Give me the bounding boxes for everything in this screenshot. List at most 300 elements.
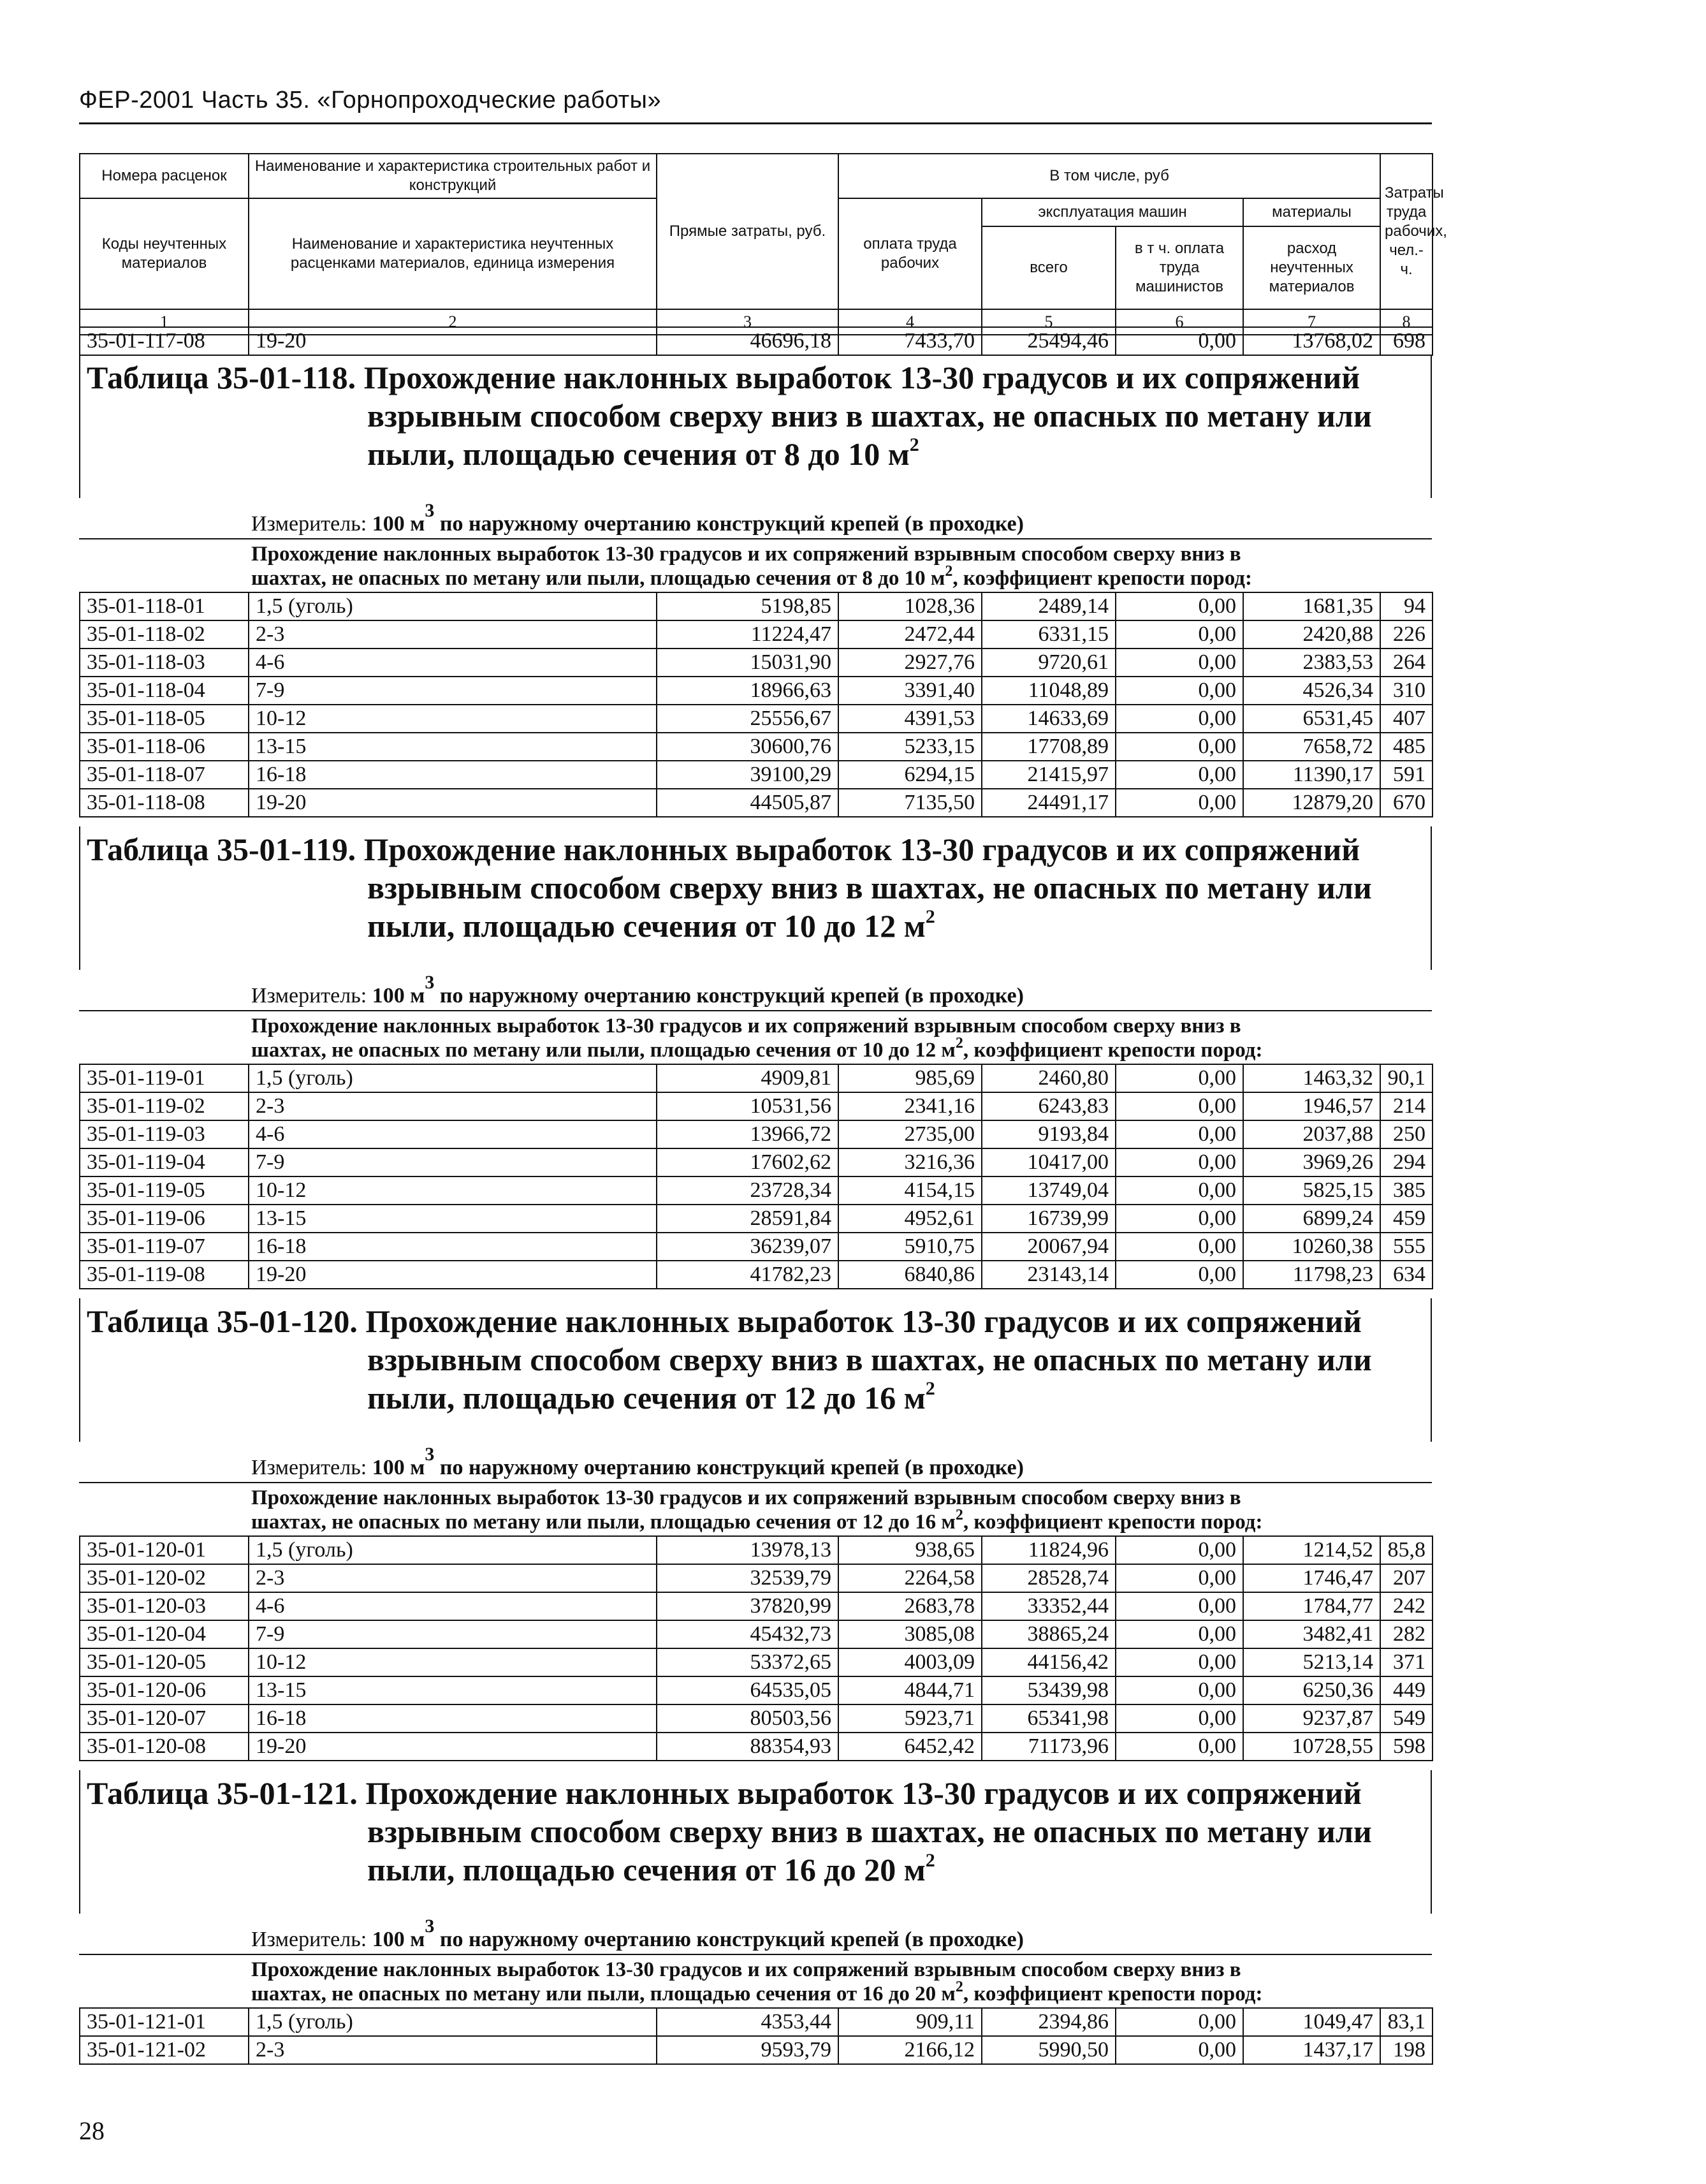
worker-hours: 407 (1380, 705, 1433, 733)
table-title-line-2: взрывным способом сверху вниз в шахтах, не опасных по метану или (367, 398, 1372, 434)
table-title-line-1: Прохождение наклонных выработок 13-30 градусов и их сопряжений (363, 360, 1360, 395)
rate-name: 19-20 (249, 1733, 657, 1761)
header-worker-hours: Затраты труда рабочих, чел.-ч. (1380, 154, 1433, 309)
table-title-line-3 (367, 1851, 1706, 1889)
labor-pay: 1028,36 (838, 592, 982, 620)
col-index-4: 4 (838, 309, 982, 335)
work-description-line-2-text: шахтах, не опасных по метану или пыли, площадью сечения от 16 до 20 м (251, 1982, 956, 2005)
table-row (80, 1064, 1433, 1092)
materials: 5213,14 (1243, 1648, 1380, 1676)
materials: 10728,55 (1243, 1733, 1380, 1761)
work-description (79, 538, 1432, 592)
work-description-line-1: Прохождение наклонных выработок 13-30 градусов и их сопряжений взрывным способом сверху вниз в (251, 1958, 1241, 1981)
unit-description: по наружному очертанию конструкций крепей (в проходке) (434, 1928, 1024, 1951)
machine-operators-pay: 0,00 (1116, 789, 1243, 817)
labor-pay: 3391,40 (838, 677, 982, 705)
labor-pay: 2683,78 (838, 1592, 982, 1620)
worker-hours: 459 (1380, 1205, 1433, 1233)
machine-operators-pay: 0,00 (1116, 677, 1243, 705)
materials: 4526,34 (1243, 677, 1380, 705)
materials: 2383,53 (1243, 649, 1380, 677)
machine-operators-pay: 0,00 (1116, 1261, 1243, 1289)
superscript: 3 (425, 972, 435, 993)
machines-total: 28528,74 (982, 1564, 1116, 1592)
direct-costs: 41782,23 (657, 1261, 838, 1289)
superscript: 3 (425, 500, 435, 521)
superscript: 2 (909, 434, 919, 455)
direct-costs: 53372,65 (657, 1648, 838, 1676)
machine-operators-pay: 0,00 (1116, 1176, 1243, 1205)
work-description-line-2 (251, 1035, 1263, 1062)
table-title-line-3 (367, 435, 1706, 473)
table-heading-block (79, 826, 1432, 970)
labor-pay: 909,11 (838, 2008, 982, 2036)
superscript: 3 (425, 1444, 435, 1465)
worker-hours: 282 (1380, 1620, 1433, 1648)
labor-pay: 6452,42 (838, 1733, 982, 1761)
rate-code: 35-01-119-04 (80, 1148, 249, 1176)
worker-hours: 207 (1380, 1564, 1433, 1592)
labor-pay: 3216,36 (838, 1148, 982, 1176)
work-description (79, 1010, 1432, 1064)
table-title (87, 358, 1425, 397)
table-title (87, 1302, 1425, 1340)
rate-name: 1,5 (уголь) (249, 1064, 657, 1092)
machine-operators-pay: 0,00 (1116, 1148, 1243, 1176)
direct-costs: 13966,72 (657, 1120, 838, 1148)
materials: 13768,02 (1243, 327, 1380, 355)
header-machine-operation: эксплуатация машин (982, 198, 1243, 226)
materials: 5825,15 (1243, 1176, 1380, 1205)
direct-costs: 13978,13 (657, 1536, 838, 1564)
unit-value: 100 м (372, 984, 425, 1008)
superscript: 2 (925, 1850, 935, 1871)
machine-operators-pay: 0,00 (1116, 327, 1243, 355)
rate-code: 35-01-118-05 (80, 705, 249, 733)
materials: 3482,41 (1243, 1620, 1380, 1648)
work-description-line-2-end: , коэффициент крепости пород: (963, 1039, 1263, 1062)
superscript: 2 (925, 1378, 935, 1399)
materials: 2420,88 (1243, 620, 1380, 649)
work-description-line-2-end: , коэффициент крепости пород: (963, 1511, 1263, 1534)
machines-total: 9720,61 (982, 649, 1116, 677)
machines-total: 38865,24 (982, 1620, 1116, 1648)
table-row (80, 677, 1433, 705)
table-title-line-1: Прохождение наклонных выработок 13-30 градусов и их сопряжений (365, 1303, 1362, 1339)
labor-pay: 4844,71 (838, 1676, 982, 1704)
table-heading-block (79, 1298, 1432, 1442)
rate-name: 16-18 (249, 1233, 657, 1261)
superscript: 2 (925, 906, 935, 927)
machines-total: 20067,94 (982, 1233, 1116, 1261)
direct-costs: 4909,81 (657, 1064, 838, 1092)
header-labor-pay: оплата труда рабочих (838, 198, 982, 309)
rate-name: 19-20 (249, 1261, 657, 1289)
labor-pay: 6840,86 (838, 1261, 982, 1289)
machines-total: 25494,46 (982, 327, 1116, 355)
worker-hours: 90,1 (1380, 1064, 1433, 1092)
table-row (80, 1148, 1433, 1176)
col-index-2: 2 (249, 309, 657, 335)
labor-pay: 4952,61 (838, 1205, 982, 1233)
direct-costs: 64535,05 (657, 1676, 838, 1704)
table-number: Таблица 35-01-121. (87, 1775, 358, 1811)
materials: 1946,57 (1243, 1092, 1380, 1120)
table-title-line-3 (367, 1379, 1706, 1417)
direct-costs: 25556,67 (657, 705, 838, 733)
direct-costs: 45432,73 (657, 1620, 838, 1648)
machine-operators-pay: 0,00 (1116, 1620, 1243, 1648)
col-index-5: 5 (982, 309, 1116, 335)
direct-costs: 18966,63 (657, 677, 838, 705)
machines-total: 16739,99 (982, 1205, 1116, 1233)
worker-hours: 310 (1380, 677, 1433, 705)
table-row (80, 789, 1433, 817)
machine-operators-pay: 0,00 (1116, 733, 1243, 761)
labor-pay: 2166,12 (838, 2036, 982, 2064)
work-description-line-2-end: , коэффициент крепости пород: (963, 1982, 1263, 2005)
direct-costs: 17602,62 (657, 1148, 838, 1176)
table-row (80, 1648, 1433, 1676)
direct-costs: 11224,47 (657, 620, 838, 649)
labor-pay: 5910,75 (838, 1233, 982, 1261)
table-number: Таблица 35-01-118. (87, 360, 356, 395)
work-description-line-1: Прохождение наклонных выработок 13-30 градусов и их сопряжений взрывным способом сверху вниз в (251, 1015, 1241, 1037)
materials: 6531,45 (1243, 705, 1380, 733)
rate-name: 7-9 (249, 1148, 657, 1176)
machine-operators-pay: 0,00 (1116, 1733, 1243, 1761)
rate-name: 7-9 (249, 1620, 657, 1648)
labor-pay: 4003,09 (838, 1648, 982, 1676)
table-title-line-1: Прохождение наклонных выработок 13-30 градусов и их сопряжений (365, 1775, 1362, 1811)
table-row (80, 1261, 1433, 1289)
unit-label: Измеритель: (251, 984, 372, 1008)
unit-of-measure (251, 1444, 1024, 1481)
labor-pay: 2735,00 (838, 1120, 982, 1148)
labor-pay: 938,65 (838, 1536, 982, 1564)
machine-operators-pay: 0,00 (1116, 1205, 1243, 1233)
rate-name: 10-12 (249, 1648, 657, 1676)
labor-pay: 7433,70 (838, 327, 982, 355)
page-number: 28 (79, 2116, 105, 2145)
rate-name: 10-12 (249, 705, 657, 733)
header-including: В том числе, руб (838, 154, 1380, 198)
work-description (79, 1482, 1432, 1535)
materials: 1049,47 (1243, 2008, 1380, 2036)
direct-costs: 30600,76 (657, 733, 838, 761)
worker-hours: 634 (1380, 1261, 1433, 1289)
worker-hours: 83,1 (1380, 2008, 1433, 2036)
worker-hours: 250 (1380, 1120, 1433, 1148)
machine-operators-pay: 0,00 (1116, 1120, 1243, 1148)
rate-name: 7-9 (249, 677, 657, 705)
rate-code: 35-01-117-08 (80, 327, 249, 355)
header-rule (79, 122, 1432, 124)
rate-code: 35-01-120-08 (80, 1733, 249, 1761)
materials: 11798,23 (1243, 1261, 1380, 1289)
worker-hours: 485 (1380, 733, 1433, 761)
work-description-line-1: Прохождение наклонных выработок 13-30 градусов и их сопряжений взрывным способом сверху вниз в (251, 1486, 1241, 1509)
rate-code: 35-01-121-01 (80, 2008, 249, 2036)
table-row (80, 1592, 1433, 1620)
continued-row-table (79, 326, 1433, 356)
table-row (80, 1092, 1433, 1120)
labor-pay: 2264,58 (838, 1564, 982, 1592)
machines-total: 11048,89 (982, 677, 1116, 705)
unit-value: 100 м (372, 1928, 425, 1951)
machines-total: 11824,96 (982, 1536, 1116, 1564)
col-index-3: 3 (657, 309, 838, 335)
rate-code: 35-01-118-01 (80, 592, 249, 620)
machines-total: 24491,17 (982, 789, 1116, 817)
machine-operators-pay: 0,00 (1116, 1592, 1243, 1620)
header-material-codes: Коды неучтенных материалов (80, 198, 249, 309)
table-row (80, 1564, 1433, 1592)
rate-name: 13-15 (249, 1205, 657, 1233)
table-row (80, 1536, 1433, 1564)
rate-code: 35-01-120-01 (80, 1536, 249, 1564)
superscript: 2 (955, 1507, 963, 1523)
materials: 6899,24 (1243, 1205, 1380, 1233)
table-row (80, 761, 1433, 789)
machine-operators-pay: 0,00 (1116, 1704, 1243, 1733)
labor-pay: 2927,76 (838, 649, 982, 677)
machine-operators-pay: 0,00 (1116, 761, 1243, 789)
rate-code: 35-01-119-02 (80, 1092, 249, 1120)
machines-total: 5990,50 (982, 2036, 1116, 2064)
work-description-line-2 (251, 563, 1252, 590)
machine-operators-pay: 0,00 (1116, 705, 1243, 733)
table-number: Таблица 35-01-119. (87, 832, 356, 867)
table-row (80, 1620, 1433, 1648)
machine-operators-pay: 0,00 (1116, 1676, 1243, 1704)
rate-name: 1,5 (уголь) (249, 1536, 657, 1564)
materials: 1784,77 (1243, 1592, 1380, 1620)
machines-total: 17708,89 (982, 733, 1116, 761)
worker-hours: 198 (1380, 2036, 1433, 2064)
header-machine-operators-pay: в т ч. оплата труда машинистов (1116, 226, 1243, 309)
work-description-line-2-text: шахтах, не опасных по метану или пыли, площадью сечения от 8 до 10 м (251, 567, 945, 590)
rate-code: 35-01-120-07 (80, 1704, 249, 1733)
worker-hours: 385 (1380, 1176, 1433, 1205)
unit-of-measure (251, 1916, 1024, 1953)
rate-code: 35-01-119-01 (80, 1064, 249, 1092)
rate-code: 35-01-118-08 (80, 789, 249, 817)
unit-value: 100 м (372, 512, 425, 536)
machines-total: 2460,80 (982, 1064, 1116, 1092)
labor-pay: 5233,15 (838, 733, 982, 761)
table-row (80, 327, 1433, 355)
table-title-line-3-text: пыли, площадью сечения от 10 до 12 м (367, 908, 926, 944)
materials: 7658,72 (1243, 733, 1380, 761)
header-machines-total: всего (982, 226, 1116, 309)
rate-code: 35-01-118-02 (80, 620, 249, 649)
work-description-line-2 (251, 1507, 1263, 1534)
table-title-line-1: Прохождение наклонных выработок 13-30 градусов и их сопряжений (363, 832, 1360, 867)
rate-name: 16-18 (249, 1704, 657, 1733)
direct-costs: 36239,07 (657, 1233, 838, 1261)
direct-costs: 5198,85 (657, 592, 838, 620)
work-description-line-2-text: шахтах, не опасных по метану или пыли, площадью сечения от 10 до 12 м (251, 1039, 956, 1062)
table-title-line-3-text: пыли, площадью сечения от 12 до 16 м (367, 1380, 926, 1416)
col-index-7: 7 (1243, 309, 1380, 335)
rate-name: 4-6 (249, 1592, 657, 1620)
header-rate-number: Номера расценок (80, 154, 249, 198)
direct-costs: 10531,56 (657, 1092, 838, 1120)
direct-costs: 39100,29 (657, 761, 838, 789)
unit-label: Измеритель: (251, 512, 372, 536)
table-row (80, 592, 1433, 620)
rate-name: 2-3 (249, 620, 657, 649)
labor-pay: 6294,15 (838, 761, 982, 789)
direct-costs: 28591,84 (657, 1205, 838, 1233)
rate-code: 35-01-119-08 (80, 1261, 249, 1289)
machine-operators-pay: 0,00 (1116, 1233, 1243, 1261)
table-row (80, 649, 1433, 677)
worker-hours: 264 (1380, 649, 1433, 677)
machines-total: 33352,44 (982, 1592, 1116, 1620)
unit-description: по наружному очертанию конструкций крепей (в проходке) (434, 984, 1024, 1008)
price-table (79, 1064, 1433, 1289)
direct-costs: 23728,34 (657, 1176, 838, 1205)
direct-costs: 46696,18 (657, 327, 838, 355)
price-table (79, 2007, 1433, 2065)
column-header-table (79, 153, 1447, 335)
table-row (80, 1176, 1433, 1205)
materials: 1681,35 (1243, 592, 1380, 620)
header-material-name: Наименование и характеристика неучтенных расценками материалов, единица измерения (249, 198, 657, 309)
rate-code: 35-01-119-05 (80, 1176, 249, 1205)
worker-hours: 670 (1380, 789, 1433, 817)
unit-label: Измеритель: (251, 1928, 372, 1951)
rate-code: 35-01-118-07 (80, 761, 249, 789)
rate-name: 19-20 (249, 327, 657, 355)
unit-of-measure (251, 972, 1024, 1009)
rate-code: 35-01-120-04 (80, 1620, 249, 1648)
rate-name: 13-15 (249, 733, 657, 761)
machines-total: 23143,14 (982, 1261, 1116, 1289)
materials: 2037,88 (1243, 1120, 1380, 1148)
worker-hours: 371 (1380, 1648, 1433, 1676)
materials: 1463,32 (1243, 1064, 1380, 1092)
worker-hours: 242 (1380, 1592, 1433, 1620)
rate-code: 35-01-120-03 (80, 1592, 249, 1620)
machine-operators-pay: 0,00 (1116, 1536, 1243, 1564)
table-title-line-2: взрывным способом сверху вниз в шахтах, не опасных по метану или (367, 1342, 1372, 1377)
worker-hours: 449 (1380, 1676, 1433, 1704)
unit-value: 100 м (372, 1456, 425, 1479)
rate-name: 19-20 (249, 789, 657, 817)
machines-total: 6243,83 (982, 1092, 1116, 1120)
worker-hours: 214 (1380, 1092, 1433, 1120)
rate-code: 35-01-119-06 (80, 1205, 249, 1233)
rate-name: 10-12 (249, 1176, 657, 1205)
machine-operators-pay: 0,00 (1116, 2008, 1243, 2036)
table-row (80, 1733, 1433, 1761)
unit-of-measure (251, 500, 1024, 537)
page-header: ФЕР-2001 Часть 35. «Горнопроходческие работы» (79, 87, 662, 114)
table-row (80, 1205, 1433, 1233)
col-index-6: 6 (1116, 309, 1243, 335)
machine-operators-pay: 0,00 (1116, 1564, 1243, 1592)
rate-name: 2-3 (249, 2036, 657, 2064)
table-title-line-3-text: пыли, площадью сечения от 16 до 20 м (367, 1852, 926, 1887)
direct-costs: 37820,99 (657, 1592, 838, 1620)
materials: 9237,87 (1243, 1704, 1380, 1733)
unit-description: по наружному очертанию конструкций крепей (в проходке) (434, 1456, 1024, 1479)
table-title (87, 830, 1425, 868)
labor-pay: 2472,44 (838, 620, 982, 649)
direct-costs: 32539,79 (657, 1564, 838, 1592)
rate-name: 1,5 (уголь) (249, 2008, 657, 2036)
worker-hours: 591 (1380, 761, 1433, 789)
machines-total: 13749,04 (982, 1176, 1116, 1205)
rate-name: 4-6 (249, 649, 657, 677)
table-heading-block (79, 1770, 1432, 1914)
col-index-1: 1 (80, 309, 249, 335)
machines-total: 14633,69 (982, 705, 1116, 733)
table-row (80, 1120, 1433, 1148)
machines-total: 2394,86 (982, 2008, 1116, 2036)
table-heading-block (79, 355, 1432, 498)
table-title-line-3-text: пыли, площадью сечения от 8 до 10 м (367, 436, 910, 472)
labor-pay: 4391,53 (838, 705, 982, 733)
machines-total: 21415,97 (982, 761, 1116, 789)
machines-total: 71173,96 (982, 1733, 1116, 1761)
direct-costs: 44505,87 (657, 789, 838, 817)
direct-costs: 9593,79 (657, 2036, 838, 2064)
materials: 3969,26 (1243, 1148, 1380, 1176)
rate-code: 35-01-120-06 (80, 1676, 249, 1704)
table-title-line-2: взрывным способом сверху вниз в шахтах, не опасных по метану или (367, 1814, 1372, 1849)
labor-pay: 5923,71 (838, 1704, 982, 1733)
machine-operators-pay: 0,00 (1116, 2036, 1243, 2064)
worker-hours: 226 (1380, 620, 1433, 649)
machine-operators-pay: 0,00 (1116, 649, 1243, 677)
price-table (79, 1535, 1433, 1761)
work-description (79, 1954, 1432, 2007)
materials: 1746,47 (1243, 1564, 1380, 1592)
rate-name: 13-15 (249, 1676, 657, 1704)
work-description-line-1: Прохождение наклонных выработок 13-30 градусов и их сопряжений взрывным способом сверху вниз в (251, 543, 1241, 566)
header-unaccounted-materials: расход неучтенных материалов (1243, 226, 1380, 309)
table-row (80, 2036, 1433, 2064)
labor-pay: 2341,16 (838, 1092, 982, 1120)
table-title (87, 1774, 1425, 1812)
table-title-line-2: взрывным способом сверху вниз в шахтах, не опасных по метану или (367, 870, 1372, 905)
materials: 1214,52 (1243, 1536, 1380, 1564)
machines-total: 9193,84 (982, 1120, 1116, 1148)
machines-total: 6331,15 (982, 620, 1116, 649)
machine-operators-pay: 0,00 (1116, 1648, 1243, 1676)
work-description-line-2 (251, 1979, 1263, 2006)
labor-pay: 4154,15 (838, 1176, 982, 1205)
table-number: Таблица 35-01-120. (87, 1303, 358, 1339)
materials: 6250,36 (1243, 1676, 1380, 1704)
work-description-line-2-text: шахтах, не опасных по метану или пыли, площадью сечения от 12 до 16 м (251, 1511, 956, 1534)
materials: 11390,17 (1243, 761, 1380, 789)
labor-pay: 7135,50 (838, 789, 982, 817)
rate-name: 1,5 (уголь) (249, 592, 657, 620)
rate-code: 35-01-119-03 (80, 1120, 249, 1148)
table-row (80, 1233, 1433, 1261)
table-row (80, 620, 1433, 649)
worker-hours: 549 (1380, 1704, 1433, 1733)
labor-pay: 3085,08 (838, 1620, 982, 1648)
rate-name: 16-18 (249, 761, 657, 789)
table-row (80, 1676, 1433, 1704)
table-row (80, 2008, 1433, 2036)
